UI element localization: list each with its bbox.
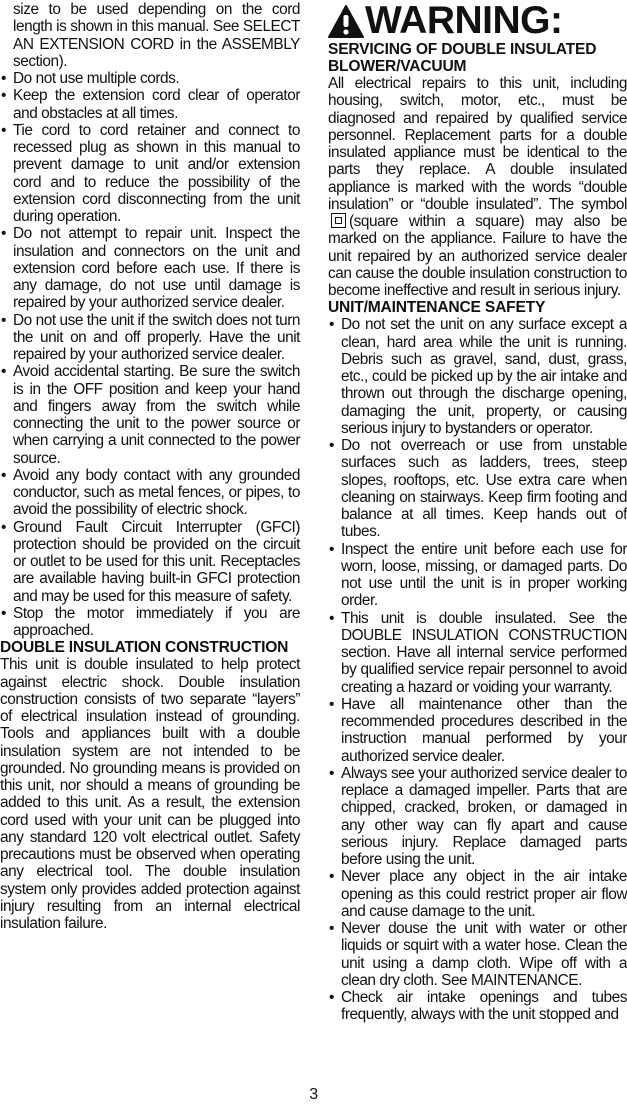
list-item: • Stop the motor immediately if you are approached. [0,605,300,640]
list-item: • Always see your authorized service dealer to replace a damaged impeller. Parts that are chipped, cracked, broken, or damaged in any other way can fly apart and cause serious injury. Replace damaged parts before using the unit. [328,765,627,869]
maintenance-safety-list [328,316,627,1023]
page-number: 3 [309,1086,318,1103]
right-column [328,1,627,1024]
list-item: • Never place any object in the air intake opening as this could restrict proper air flow and cause damage to the unit. [328,868,627,920]
left-column [0,1,300,932]
list-item: • Inspect the entire unit before each use for worn, loose, missing, or damaged parts. Do not use until the unit is in proper working order. [328,541,627,610]
body-text: All electrical repairs to this unit, including housing, switch, motor, etc., must be diagnosed and repaired by qualified service personnel. Replacement parts for a double insulated appliance must be identical to the parts they replace. A double insulated appliance is marked with the words “double insulation” or “double insulated”. The symbol [328,75,627,213]
list-item: • Never douse the unit with water or other liquids or squirt with a water hose. Clean the unit using a damp cloth. Wipe off with a clean dry cloth. See MAINTENANCE. [328,920,627,989]
list-item: • Do not use the unit if the switch does not turn the unit on and off properly. Have the unit repaired by your authorized service dealer. [0,312,300,364]
list-item: • Avoid accidental starting. Be sure the switch is in the OFF position and keep your hand and fingers away from the switch while connecting the unit to the power source or when carrying a unit connected to the power source. [0,363,300,467]
list-item: • Have all maintenance other than the recommended procedures described in the instruction manual performed by your authorized service dealer. [328,696,627,765]
warning-triangle-icon [328,5,364,38]
list-item: • Do not set the unit on any surface except a clean, hard area while the unit is running. Debris such as gravel, sand, dust, grass, etc., could be picked up by the air intake and thrown out through the discharge opening, damaging the unit, property, or causing serious injury to bystanders or operator. [328,316,627,437]
list-item: • Do not use multiple cords. [0,70,300,87]
section-heading: DOUBLE INSULATION CONSTRUCTION [0,639,289,657]
list-item: • Keep the extension cord clear of operator and obstacles at all times. [0,87,300,122]
list-item: • Tie cord to cord retainer and connect to recessed plug as shown in this manual to prevent damage to unit and/or extension cord and to reduce the possibility of the extension cord disconnecting from the unit during operation. [0,122,300,226]
list-item: • Ground Fault Circuit Interrupter (GFCI) protection should be provided on the circuit or outlet to be used for this unit. Receptacles are available having built-in GFCI protection and may be used for this measure of safety. [0,519,300,605]
list-item: • Check air intake openings and tubes frequently, always with the unit stopped and [328,989,627,1024]
warning-banner [328,1,627,41]
list-item: • Avoid any body contact with any grounded conductor, such as metal fences, or pipes, to avoid the possibility of electric shock. [0,467,300,519]
section-heading: UNIT/MAINTENANCE SAFETY [328,299,546,317]
list-item: • Do not attempt to repair unit. Inspect the insulation and connectors on the unit and extension cord before each use. If there is any damage, do not use until damage is repaired by your authorized service dealer. [0,225,300,311]
body-paragraph: This unit is double insulated to help protect against electric shock. Double insulation construction consists of two separate “layers” of electrical insulation instead of grounding. Tools and appliances built with a double insulation system are not intended to be grounded. No grounding means is provided on this unit, nor should a means of grounding be added to this unit. As a result, the extension cord used with your unit can be plugged into any standard 120 volt electrical outlet. Safety precautions must be observed when operating any electrical tool. The double insulation system only provides added protection against injury resulting from an internal electrical insulation failure. [0,656,300,932]
section-heading: SERVICING OF DOUBLE INSULATED BLOWER/VACUUM [328,41,597,75]
intro-paragraph: size to be used depending on the cord length is shown in this manual. See SELECT AN EXTENSION CORD in the ASSEMBLY section). [13,1,300,70]
body-paragraph [328,75,627,299]
warning-label: WARNING: [365,0,563,42]
list-item: • This unit is double insulated. See the DOUBLE INSULATION CONSTRUCTION section. Have all internal service performed by qualified service repair personnel to avoid creating a hazard or voiding your warranty. [328,610,627,696]
list-item: • Do not overreach or use from unstable surfaces such as ladders, trees, steep slopes, rooftops, etc. Use extra care when cleaning on stairways. Keep firm footing and balance at all times. Keep hands out of tubes. [328,437,627,541]
double-insulation-symbol-icon [331,213,346,228]
electrical-safety-list [0,70,300,639]
body-text: (square within a square) may also be marked on the appliance. Failure to have the unit repaired by an authorized service dealer can cause the double insulation construction to become ineffective and result in serious injury. [328,213,627,299]
